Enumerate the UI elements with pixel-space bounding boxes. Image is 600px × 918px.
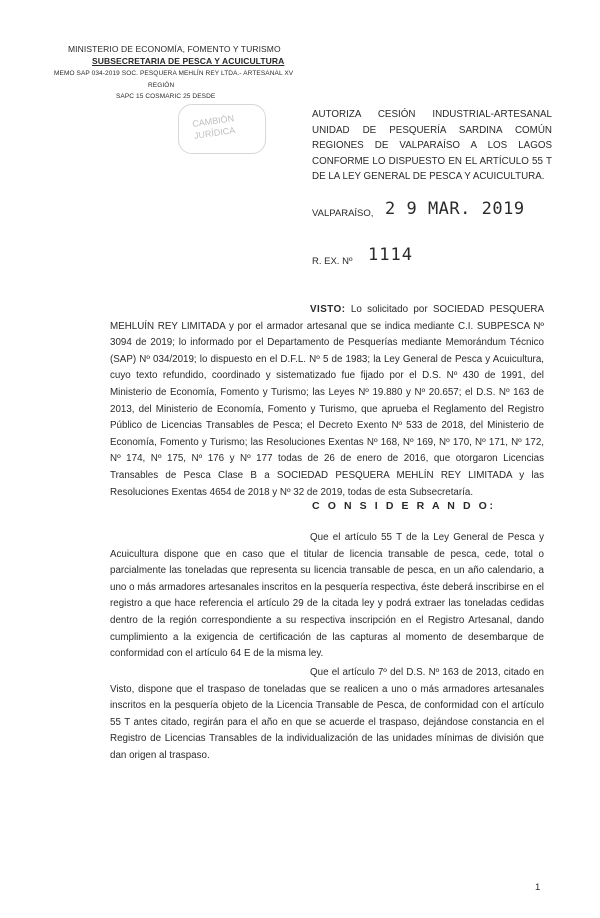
file-reference: SAPC 15 COSMARIC 25 DESDE (116, 93, 216, 100)
visto-paragraph (110, 302, 544, 501)
ministry-name: MINISTERIO DE ECONOMÍA, FOMENTO Y TURISMO (68, 44, 281, 54)
considerando-paragraph-1: Que el artículo 55 T de la Ley General de Pesca y Acuicultura dispone que en caso que el titular de licencia transable de pesca, cede, total o parcialmente las toneladas que representa su licencia transable de pesca, en un año calendario, a uno o más armadores artesanales inscritos en la pesquería respectiva, éste deberá inscribirse en el registro a que hace referencia el artículo 29 de la citada ley y podrá extraer las toneladas cedidas dentro de la región correspondiente a su respectiva inscripción en el Registro Artesanal, dando cumplimiento a la exigencia de certificación de las capturas al momento de desembarque de conformidad con el artículo 64 E de la misma ley. (110, 532, 544, 660)
resolution-number-label: R. EX. Nº (312, 256, 353, 267)
stamp-text (192, 112, 237, 142)
subsecretaria-name: SUBSECRETARIA DE PESCA Y ACUICULTURA (92, 56, 285, 66)
place-city: VALPARAÍSO, (312, 208, 374, 219)
considerando-paragraph-2: Que el artículo 7º del D.S. Nº 163 de 2013, citado en Visto, dispone que el traspaso de toneladas que se realicen a uno o más armadores artesanales inscritos en la pesquería objeto de la Licencia Transable de Pesca, de conformidad con el artículo 55 T antes citado, regirán para el año en que se acuerde el traspaso, dejándose constancia en el Registro de Licencias Transables de la individualización de las unidades mínimas de división que dan origen al traspaso. (110, 667, 544, 761)
stamp-line-1: CAMBIÓN (191, 113, 235, 129)
office-stamp (178, 104, 266, 154)
visto-text: Lo solicitado por SOCIEDAD PESQUERA MEHLUÍN REY LIMITADA y por el armador artesanal que se indica mediante C.I. SUBPESCA Nº 3094 de 2019; lo informado por el Departamento de Pesquerías mediante Memorándum Técnico (SAP) Nº 034/2019; lo dispuesto en el D.F.L. Nº 5 de 1983; la Ley General de Pesca y Acuicultura, cuyo texto refundido, coordinado y sistematizado fue fijado por el D.S. Nº 430 de 1991, del Ministerio de Economía, Fomento y Turismo; las Leyes Nº 19.880 y Nº 20.657; el D.S. Nº 163 de 2013, del Ministerio de Economía, Fomento y Turismo, que aprueba el Reglamento del Registro Público de Licencias Transables de Pesca; el Decreto Exento Nº 533 de 2018, del Ministerio de Economía, Fomento y Turismo; las Resoluciones Exentas Nº 168, Nº 169, Nº 170, Nº 171, Nº 172, Nº 174, Nº 175, Nº 176 y Nº 177 todas de 26 de enero de 2016, que otorgaron Licencias Transables de Pesca Clase B a SOCIEDAD PESQUERA MEHLÍN REY LIMITADA y las Resoluciones Exentas 4654 de 2018 y Nº 32 de 2019, todas de esta Subsecretaría. (110, 304, 544, 498)
resolution-subject: AUTORIZA CESIÓN INDUSTRIAL-ARTESANAL UNIDAD DE PESQUERÍA SARDINA COMÚN REGIONES DE VALPARAÍSO A LOS LAGOS CONFORME LO DISPUESTO EN EL ARTÍCULO 55 T DE LA LEY GENERAL DE PESCA Y ACUICULTURA. (312, 109, 552, 182)
page-number: 1 (535, 882, 541, 893)
region-label: REGIÓN (148, 82, 175, 89)
resolution-date-stamp: 2 9 MAR. 2019 (385, 199, 525, 219)
resolution-number: 1114 (368, 245, 413, 265)
memo-reference: MEMO SAP 034-2019 SOC. PESQUERA MEHLÍN REY LTDA.- ARTESANAL XV (54, 70, 294, 77)
visto-lead: VISTO: (310, 304, 346, 315)
stamp-line-2: JURÍDICA (193, 125, 236, 141)
considerando-heading: C O N S I D E R A N D O: (312, 500, 496, 512)
